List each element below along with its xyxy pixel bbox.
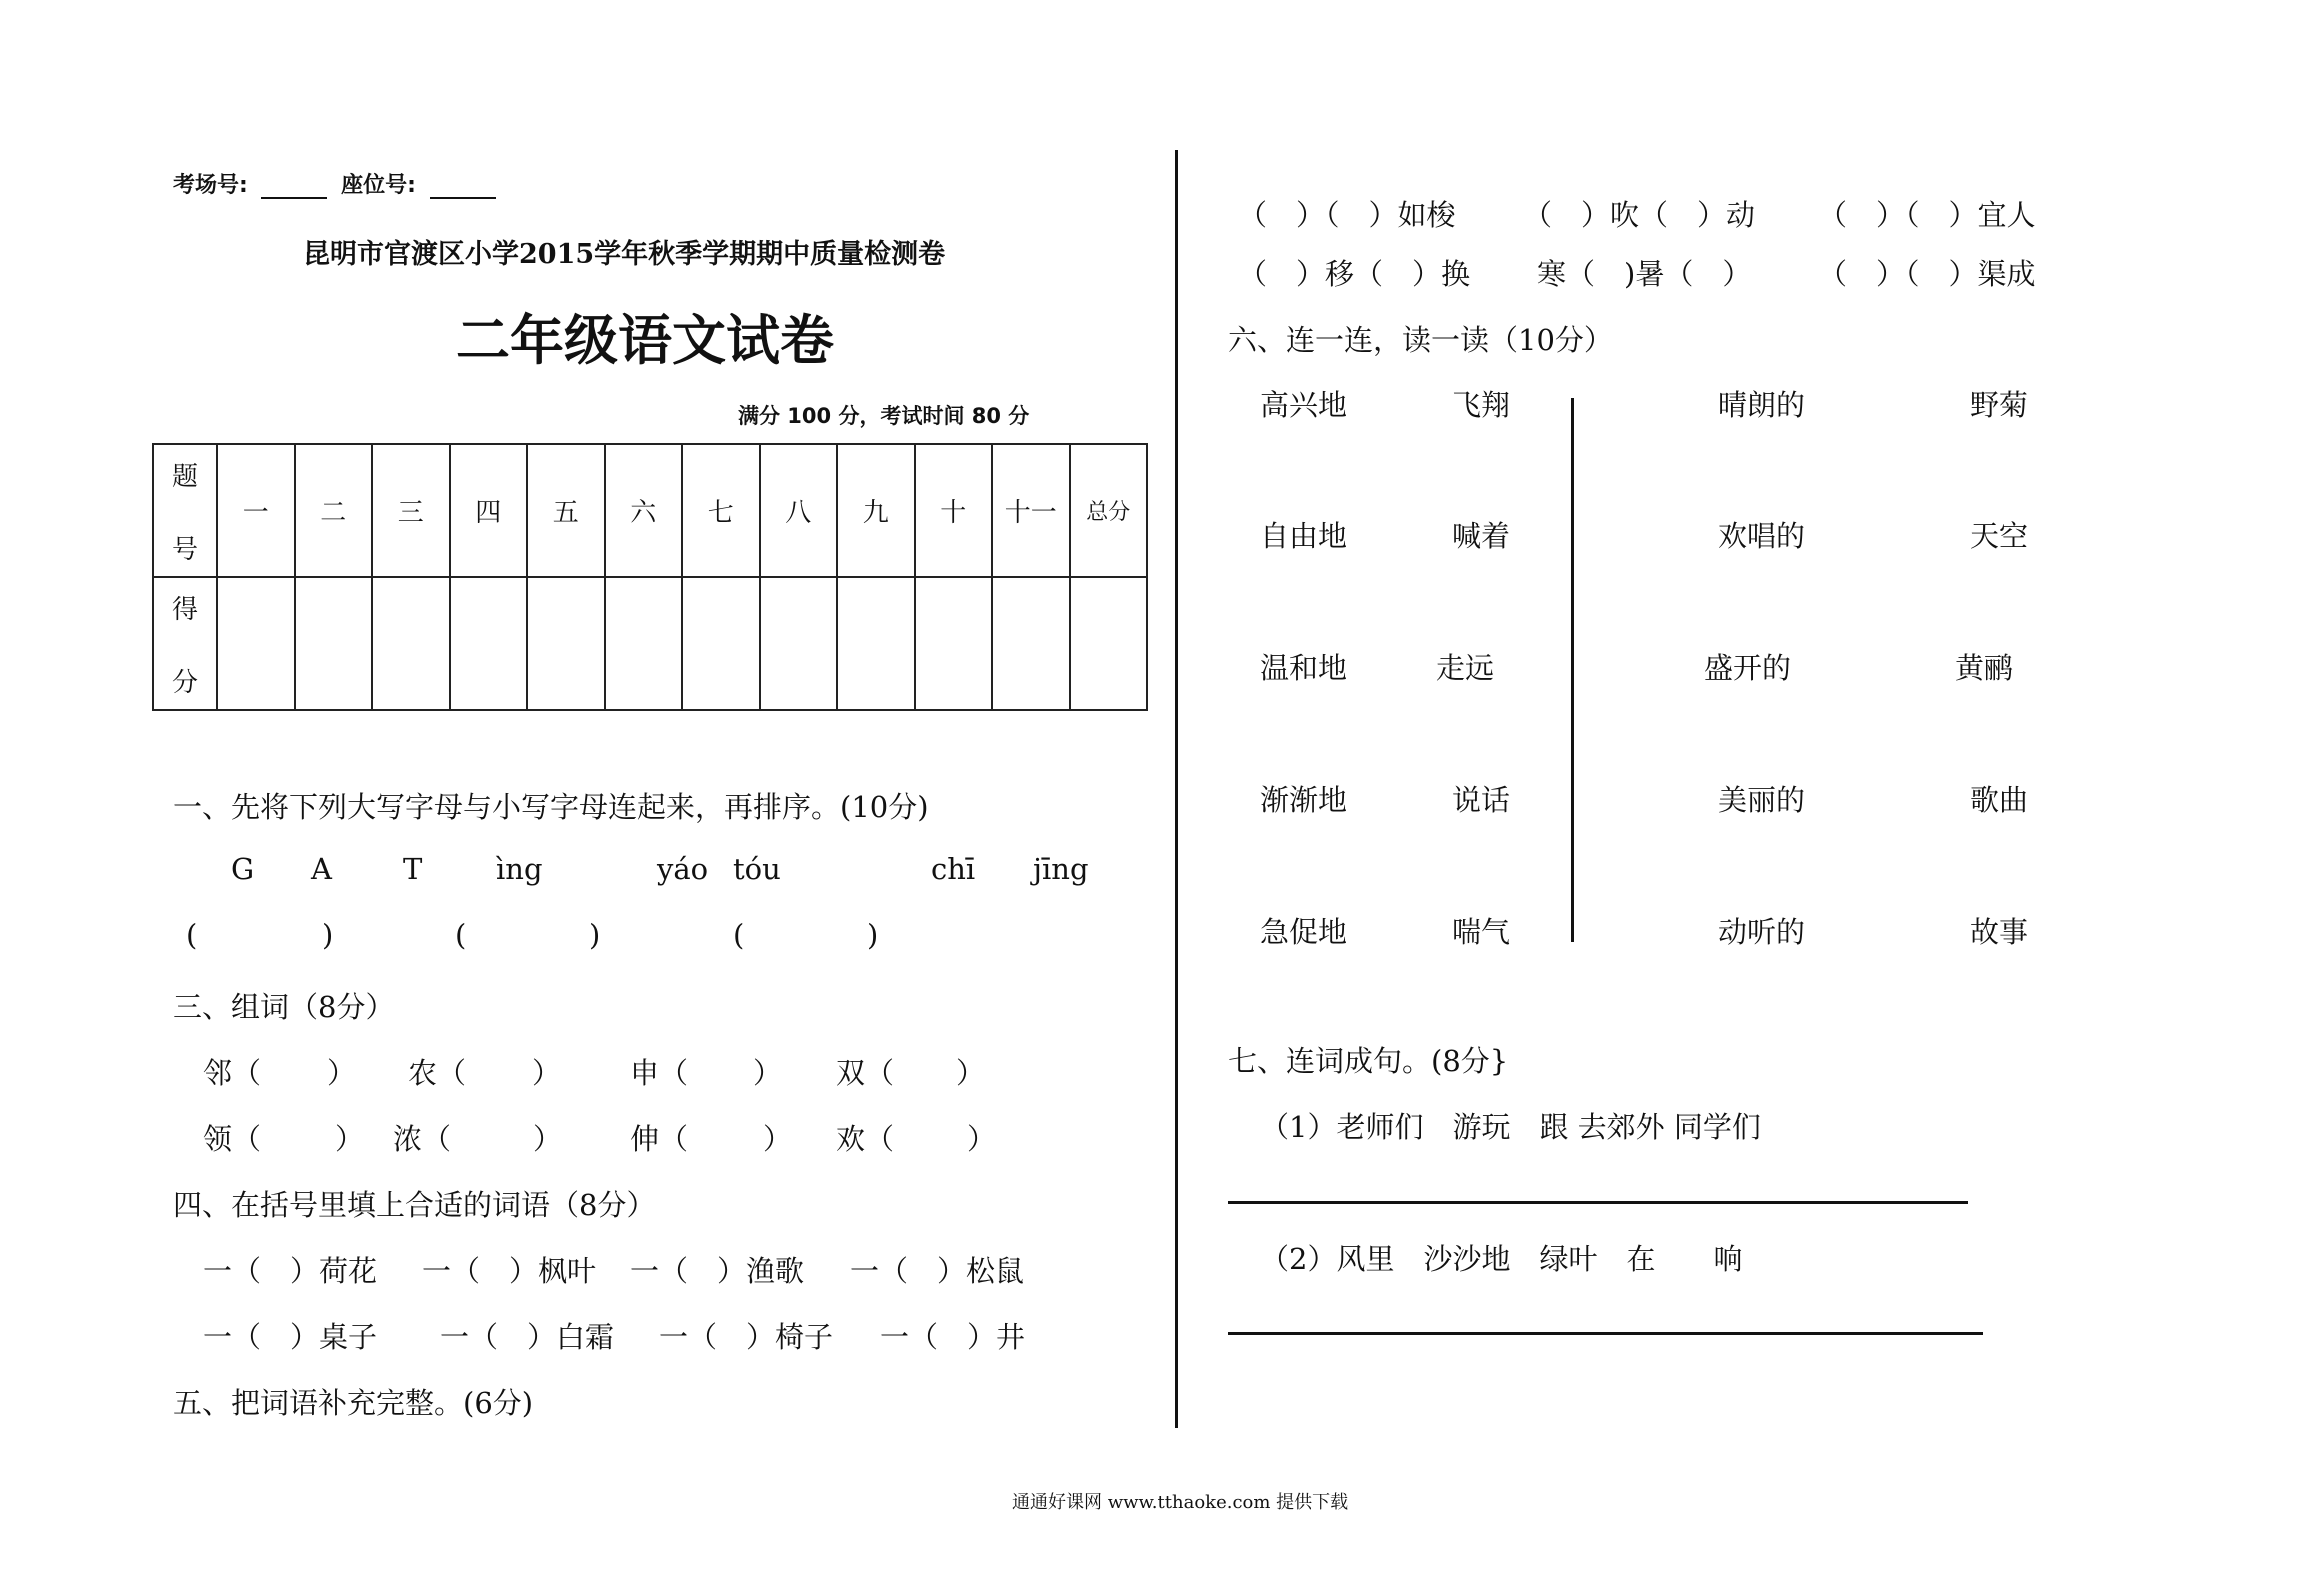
q5-item: （ ）（ ）宜人: [1818, 198, 2036, 232]
q4-title: 四、在括号里填上合适的词语（8分）: [173, 1188, 656, 1222]
col-5: 五: [527, 444, 605, 577]
q6-left-a: 渐渐地: [1260, 783, 1348, 817]
footer-credit: 通通好课网 www.tthaoke.com 提供下载: [1012, 1492, 1349, 1513]
q1-bracket-close: ): [867, 918, 879, 952]
score-cell[interactable]: [992, 577, 1070, 710]
q7-sentence-1: （1）老师们 游玩 跟 去郊外 同学们: [1260, 1110, 1761, 1144]
q4-item: 一（ ）白霜: [440, 1320, 615, 1354]
score-cell[interactable]: [682, 577, 760, 710]
q3-item: 农（: [408, 1056, 467, 1090]
exam-room-label: 考场号:: [173, 173, 248, 198]
q1-bracket-close: ): [322, 918, 334, 952]
q6-left-a: 自由地: [1260, 519, 1348, 553]
q6-left-a: 高兴地: [1260, 388, 1348, 422]
score-cell[interactable]: [527, 577, 605, 710]
q1-bracket-open: (: [733, 918, 745, 952]
col-6: 六: [605, 444, 683, 577]
q5-item: （ ）（ ）如梭: [1238, 198, 1456, 232]
exam-room-line: [173, 168, 502, 199]
q1-letter-g: G: [231, 852, 255, 886]
q3-item: ）: [532, 1056, 562, 1090]
q6-left-a: 急促地: [1260, 915, 1348, 949]
q7-answer-line-1[interactable]: [1228, 1201, 1968, 1204]
q3-item: 伸（: [630, 1122, 689, 1156]
q6-left-b: 喘气: [1452, 915, 1511, 949]
score-table-header-row: [153, 444, 1147, 577]
q1-bracket-open: (: [455, 918, 467, 952]
col-total: 总分: [1070, 444, 1148, 577]
q1-pinyin-yao: yáo: [657, 852, 709, 886]
exam-room-blank[interactable]: [261, 171, 327, 199]
col-1: 一: [217, 444, 295, 577]
school-title: 昆明市官渡区小学2015学年秋季学期期中质量检测卷: [303, 239, 946, 270]
q6-right-a: 晴朗的: [1718, 388, 1806, 422]
q6-right-b: 故事: [1970, 915, 2029, 949]
q6-right-b: 歌曲: [1970, 783, 2029, 817]
q3-item: ）: [956, 1056, 986, 1090]
col-2: 二: [295, 444, 373, 577]
score-info: 满分 100 分，考试时间 80 分: [738, 404, 1030, 428]
q7-title: 七、连词成句。(8分}: [1228, 1044, 1509, 1078]
col-4: 四: [450, 444, 528, 577]
q6-left-b: 飞翔: [1452, 388, 1511, 422]
q3-item: 申（: [630, 1056, 689, 1090]
q6-left-b: 走远: [1436, 651, 1495, 685]
q3-item: 邻（: [203, 1056, 262, 1090]
q1-bracket-open: (: [186, 918, 198, 952]
q4-item: 一（ ）桌子: [203, 1320, 378, 1354]
q6-divider: [1571, 398, 1574, 942]
q4-item: 一（ ）井: [880, 1320, 1026, 1354]
score-cell[interactable]: [605, 577, 683, 710]
col-3: 三: [372, 444, 450, 577]
q1-pinyin-tou: tóu: [733, 852, 781, 886]
seat-label: 座位号:: [341, 173, 416, 198]
q5-item: （ ）（ ）渠成: [1818, 257, 2036, 291]
q3-item: ）: [753, 1056, 783, 1090]
row-head-score: 得 分: [153, 577, 217, 710]
q5-item: 寒（ )暑（ ）: [1537, 257, 1752, 291]
q3-item: ）: [533, 1122, 563, 1156]
q6-right-b: 黄鹂: [1955, 651, 2014, 685]
q4-item: 一（ ）松鼠: [850, 1254, 1025, 1288]
q6-left-a: 温和地: [1260, 651, 1348, 685]
row-head-question: 题 号: [153, 444, 217, 577]
col-11: 十一: [992, 444, 1070, 577]
q7-sentence-2: （2）风里 沙沙地 绿叶 在 响: [1260, 1242, 1743, 1276]
score-cell[interactable]: [760, 577, 838, 710]
q4-item: 一（ ）荷花: [203, 1254, 378, 1288]
q4-item: 一（ ）渔歌: [630, 1254, 805, 1288]
q3-item: ）: [327, 1056, 357, 1090]
q4-item: 一（ ）枫叶: [422, 1254, 597, 1288]
score-table: [152, 443, 1148, 711]
col-7: 七: [682, 444, 760, 577]
col-10: 十: [915, 444, 993, 577]
q3-item: 领（: [203, 1122, 262, 1156]
q1-bracket-close: ): [589, 918, 601, 952]
q1-title: 一、先将下列大写字母与小写字母连起来，再排序。(10分): [173, 790, 929, 824]
q5-item: （ ）移（ ）换: [1238, 257, 1471, 291]
score-cell[interactable]: [372, 577, 450, 710]
q4-item: 一（ ）椅子: [659, 1320, 834, 1354]
q6-right-a: 欢唱的: [1718, 519, 1806, 553]
q1-letter-t: T: [403, 852, 423, 886]
score-cell[interactable]: [295, 577, 373, 710]
q6-title: 六、连一连，读一读（10分）: [1228, 323, 1613, 357]
q5-title: 五、把词语补充完整。(6分): [173, 1386, 534, 1420]
q3-item: 欢（: [836, 1122, 895, 1156]
q3-item: 浓（: [393, 1122, 452, 1156]
score-table-score-row: [153, 577, 1147, 710]
q5-item: （ ）吹（ ）动: [1523, 198, 1756, 232]
score-cell[interactable]: [450, 577, 528, 710]
q1-pinyin-ing: ìng: [496, 852, 543, 886]
score-cell[interactable]: [217, 577, 295, 710]
q7-answer-line-2[interactable]: [1228, 1332, 1983, 1335]
score-cell[interactable]: [1070, 577, 1148, 710]
q6-left-b: 说话: [1452, 783, 1511, 817]
q6-left-b: 喊着: [1452, 519, 1511, 553]
score-cell[interactable]: [915, 577, 993, 710]
q6-right-a: 动听的: [1718, 915, 1806, 949]
q3-item: ）: [763, 1122, 793, 1156]
q1-letter-a: A: [311, 852, 332, 886]
seat-blank[interactable]: [430, 171, 496, 199]
q3-item: ）: [967, 1122, 997, 1156]
q6-right-b: 天空: [1970, 519, 2029, 553]
q6-right-b: 野菊: [1970, 388, 2029, 422]
q6-right-a: 美丽的: [1718, 783, 1806, 817]
col-8: 八: [760, 444, 838, 577]
score-cell[interactable]: [837, 577, 915, 710]
col-9: 九: [837, 444, 915, 577]
page-title: 二年级语文试卷: [456, 309, 834, 372]
q3-title: 三、组词（8分）: [173, 990, 395, 1024]
page-divider: [1175, 150, 1178, 1428]
q1-pinyin-jing: jīng: [1033, 852, 1089, 886]
q3-item: ）: [335, 1122, 365, 1156]
q1-pinyin-chi: chī: [931, 852, 976, 886]
q3-item: 双（: [836, 1056, 895, 1090]
q6-right-a: 盛开的: [1704, 651, 1792, 685]
